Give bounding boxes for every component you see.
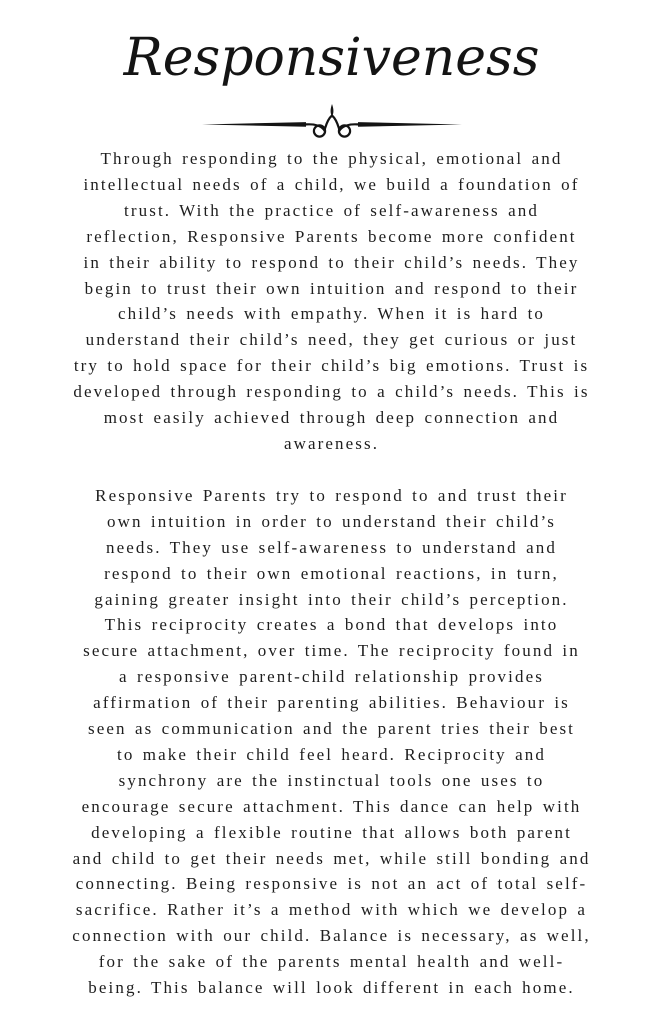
paragraph-1	[17, 146, 647, 457]
body-text	[17, 146, 647, 1001]
text-line: This reciprocity creates a bond that develops into	[104, 615, 559, 635]
text-line: trust. With the practice of self-awareness and	[124, 200, 539, 220]
text-line: affirmation of their parenting abilities. Behaviour is	[93, 693, 570, 713]
text-line: secure attachment, over time. The reciprocity found in	[83, 641, 580, 661]
text-line: and child to get their needs met, while still bonding and	[72, 848, 591, 868]
text-line: gaining greater insight into their child’s perception.	[94, 589, 569, 609]
text-line: Responsive Parents try to respond to and trust their	[95, 485, 568, 505]
text-line: most easily achieved through deep connection and	[103, 408, 560, 428]
text-line: being. This balance will look different in each home.	[88, 978, 575, 998]
text-line: reflection, Responsive Parents become more confident	[86, 226, 577, 246]
text-line: sacrifice. Rather it’s a method with which we develop a	[75, 900, 588, 920]
text-line: for the sake of the parents mental health and well-	[98, 952, 565, 972]
text-line: developing a flexible routine that allows both parent	[91, 822, 572, 842]
page-title: Responsiveness	[123, 28, 540, 88]
text-line: Through responding to the physical, emotional and	[100, 149, 563, 168]
paragraph-2	[17, 483, 647, 1001]
text-line: synchrony are the instinctual tools one uses to	[118, 770, 545, 790]
flourish-divider-icon	[202, 102, 462, 138]
text-line: own intuition in order to understand their child’s	[106, 511, 557, 531]
text-line: seen as communication and the parent tries their best	[87, 719, 575, 739]
text-line: try to hold space for their child’s big emotions. Trust is	[73, 356, 590, 376]
text-line: developed through responding to a child’s needs. This is	[73, 382, 590, 402]
text-line: respond to their own emotional reactions, in turn,	[104, 563, 559, 583]
text-line: understand their child’s need, they get curious or just	[85, 330, 578, 350]
text-line: child’s needs with empathy. When it is hard to	[117, 304, 546, 324]
text-line: to make their child feel heard. Reciprocity and	[117, 744, 546, 764]
text-line: in their ability to respond to their child’s needs. They	[83, 252, 580, 272]
text-line: a responsive parent-child relationship provides	[119, 667, 544, 687]
text-line: awareness.	[283, 433, 380, 453]
text-line: intellectual needs of a child, we build a foundation of	[83, 174, 580, 194]
text-line: connection with our child. Balance is necessary, as well,	[72, 926, 591, 946]
text-line: needs. They use self-awareness to understand and	[106, 537, 557, 557]
text-line: encourage secure attachment. This dance can help with	[81, 796, 582, 816]
text-line: begin to trust their own intuition and respond to their	[84, 278, 579, 298]
text-line: connecting. Being responsive is not an act of total self-	[75, 874, 588, 894]
